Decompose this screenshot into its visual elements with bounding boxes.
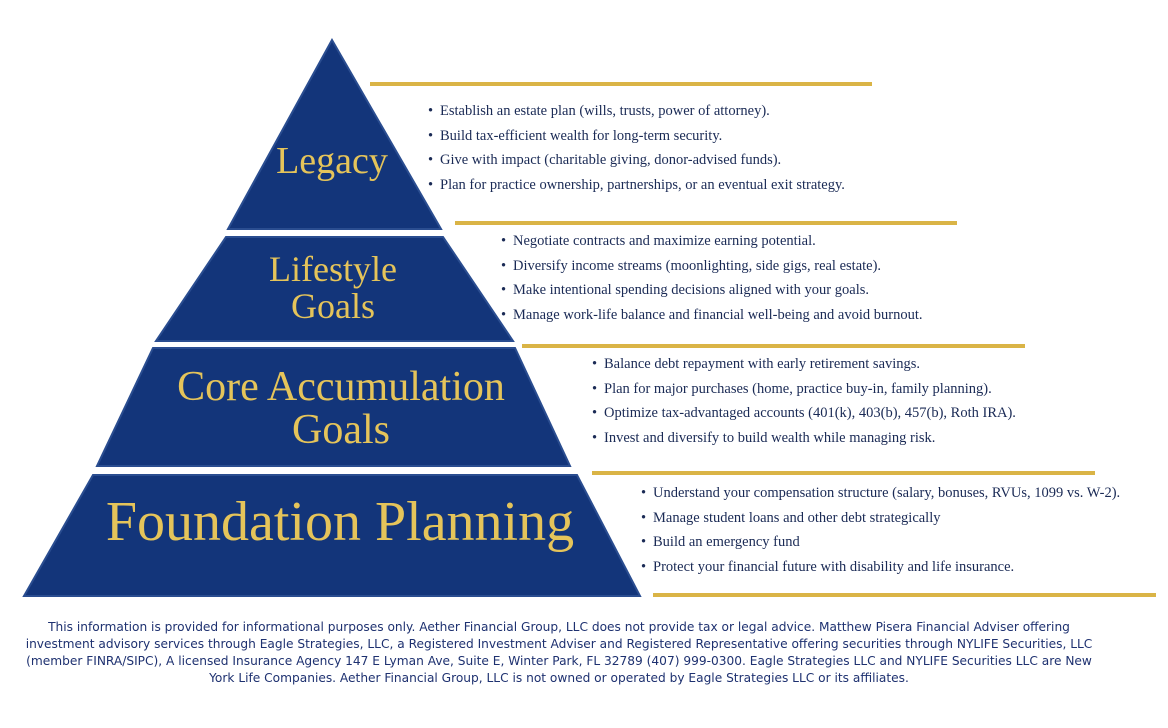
list-item: • Build an emergency fund — [641, 530, 1120, 555]
list-item: • Understand your compensation structure (salary, bonuses, RVUs, 1099 vs. W-2). — [641, 481, 1120, 506]
gold-rule-core-accumulation — [522, 344, 1025, 348]
list-item: • Make intentional spending decisions aligned with your goals. — [501, 278, 922, 303]
list-item: • Invest and diversify to build wealth while managing risk. — [592, 426, 1016, 451]
core-accumulation-bullet-list — [592, 352, 1016, 450]
foundation-bullet-list — [641, 481, 1120, 579]
gold-rule-lifestyle — [455, 221, 957, 225]
list-item: • Plan for major purchases (home, practice buy-in, family planning). — [592, 377, 1016, 402]
list-item: • Protect your financial future with disability and life insurance. — [641, 555, 1120, 580]
tier-lifestyle-label: Lifestyle Goals — [269, 249, 397, 326]
gold-rule-foundation-top — [592, 471, 1095, 475]
list-item: • Establish an estate plan (wills, trusts, power of attorney). — [428, 99, 845, 124]
tier-foundation-label: Foundation Planning — [105, 491, 575, 553]
list-item: • Manage work-life balance and financial well-being and avoid burnout. — [501, 303, 922, 328]
list-item: • Balance debt repayment with early retirement savings. — [592, 352, 1016, 377]
tier-legacy-label: Legacy — [276, 140, 388, 182]
list-item: • Give with impact (charitable giving, donor-advised funds). — [428, 148, 845, 173]
tier-core-accumulation-label: Core Accumulation Goals — [177, 364, 505, 453]
gold-rule-legacy — [370, 82, 872, 86]
list-item: • Plan for practice ownership, partnerships, or an eventual exit strategy. — [428, 173, 845, 198]
list-item: • Manage student loans and other debt strategically — [641, 506, 1120, 531]
disclaimer-text: This information is provided for informational purposes only. Aether Financial Group, LLC does not provide tax or legal advice. Matthew Pisera Financial Adviser offering investment advisory services through Eagle Strategies, LLC, a Registered Investment Adviser and Registered Representative offering securities through NYLIFE Securities, LLC (member FINRA/SIPC), A licensed Insurance Agency 147 E Lyman Ave, Suite E, Winter Park, FL 32789 (407) 999-0300. Eagle Strategies LLC and NYLIFE Securities LLC are New York Life Companies. Aether Financial Group, LLC is not owned or operated by Eagle Strategies LLC or its affiliates. — [25, 620, 1093, 685]
list-item: • Diversify income streams (moonlighting, side gigs, real estate). — [501, 254, 922, 279]
lifestyle-bullet-list — [501, 229, 922, 327]
list-item: • Optimize tax-advantaged accounts (401(k), 403(b), 457(b), Roth IRA). — [592, 401, 1016, 426]
list-item: • Negotiate contracts and maximize earning potential. — [501, 229, 922, 254]
gold-rule-foundation-bottom — [653, 593, 1156, 597]
list-item: • Build tax-efficient wealth for long-term security. — [428, 124, 845, 149]
tier-legacy-shape — [228, 40, 441, 229]
legacy-bullet-list — [428, 99, 845, 197]
